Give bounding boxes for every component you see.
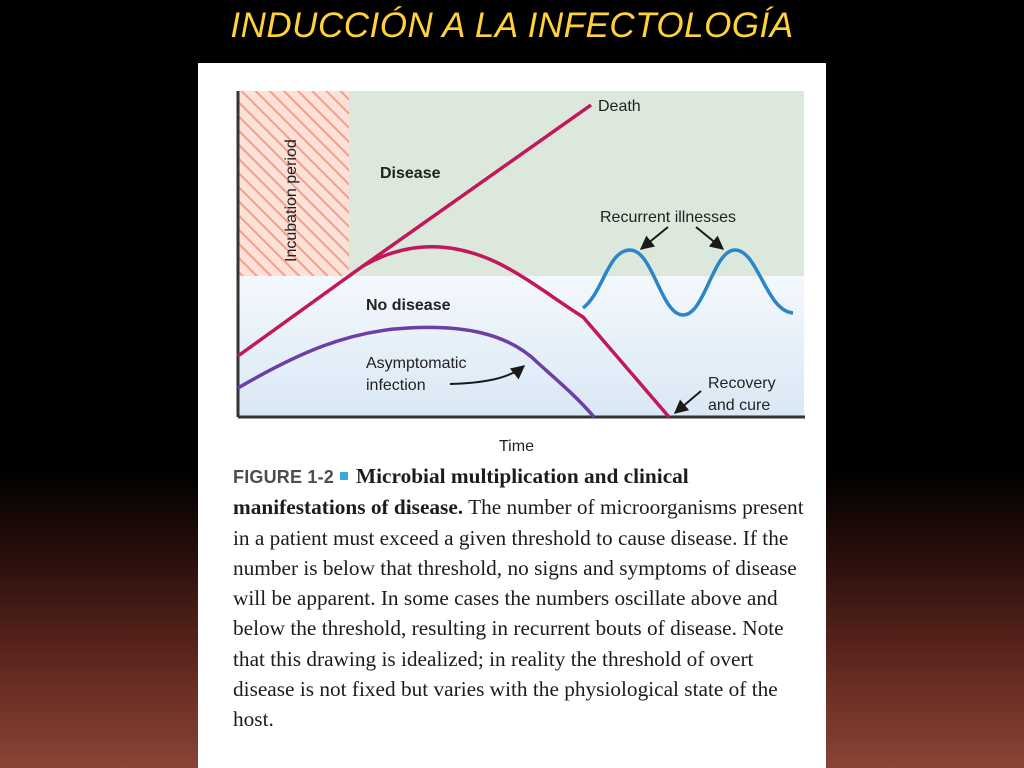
recurrent-illnesses-label: Recurrent illnesses [600,209,737,226]
time-axis-label: Time [499,438,534,455]
figure-diagram [198,63,826,463]
no-disease-label: No disease [366,297,451,314]
asymptomatic-label-line2: infection [366,377,426,394]
caption-bullet-icon [340,472,348,480]
death-label: Death [598,98,641,115]
figure-panel [198,63,826,768]
figure-number: FIGURE 1-2 [233,467,335,487]
asymptomatic-label-line1: Asymptomatic [366,355,467,372]
incubation-period-label: Incubation period [283,139,300,262]
disease-label: Disease [380,165,441,182]
caption-body-text: The number of microorganisms present in a patient must exceed a given threshold to cause disease. If the number is below that threshold, no signs and symptoms of disease will be apparent. In some cases the numbers oscillate above and below the threshold, resulting in recurrent bouts of disease. Note that this drawing is idealized; in reality the threshold of overt disease is not fixed but varies with the physiological state of the host. [233,495,804,732]
figure-caption [233,461,811,735]
recovery-label-line2: and cure [708,397,771,414]
recovery-label-line1: Recovery [708,375,776,392]
caption-bold-text: Microbial multiplication and clinical manifestations of disease. [233,464,689,520]
slide-title: INDUCCIÓN A LA INFECTOLOGÍA [230,6,794,45]
